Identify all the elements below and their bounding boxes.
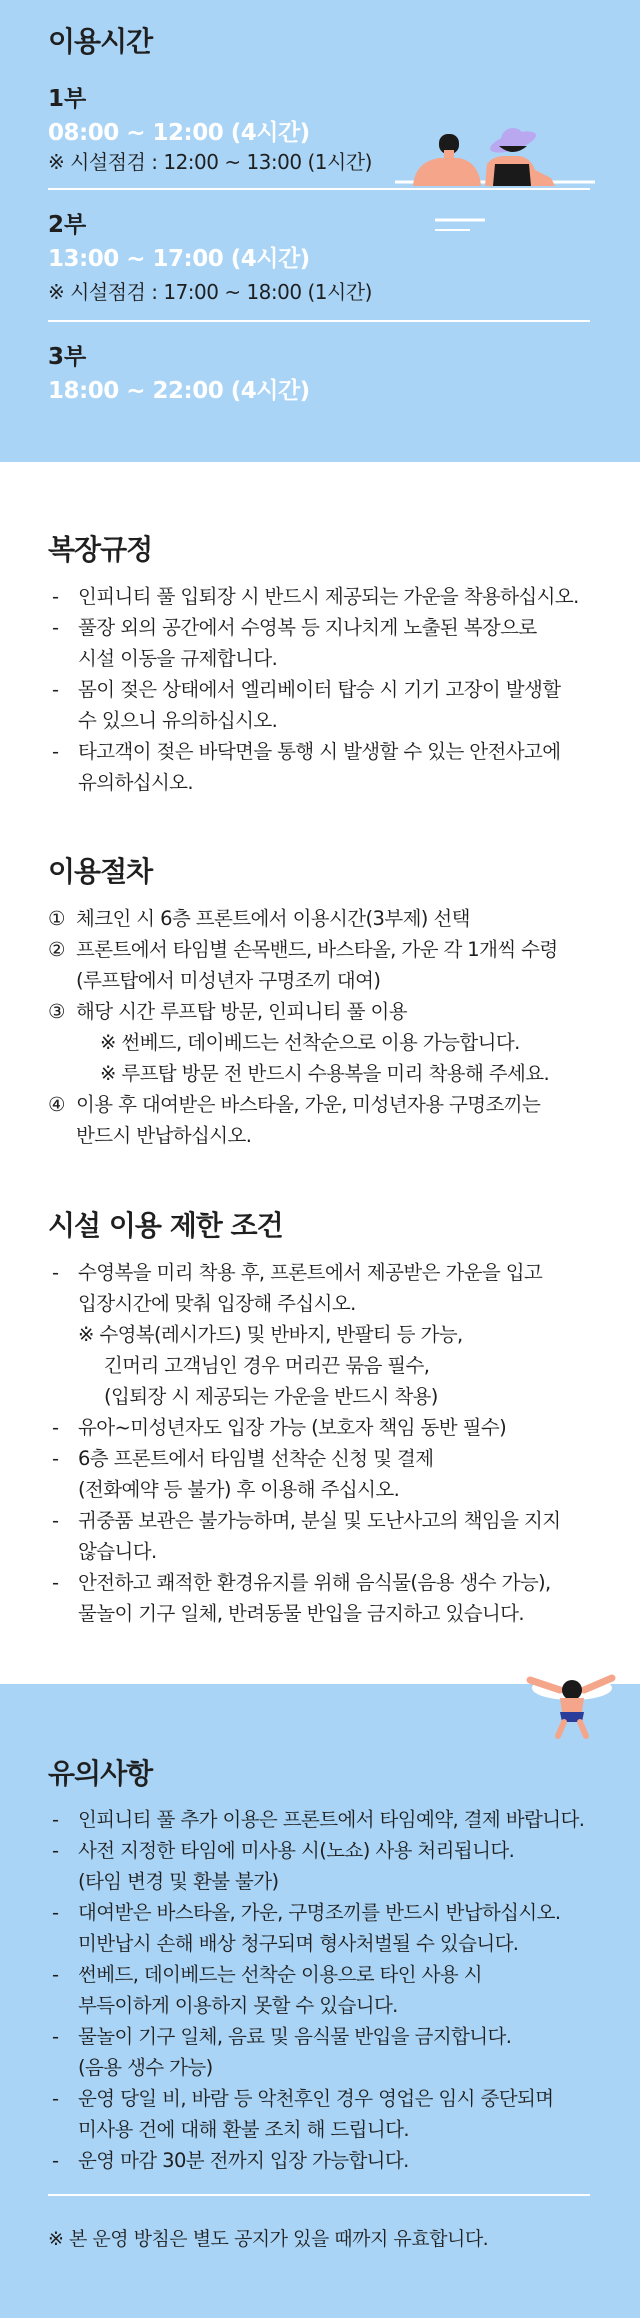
- hours-section: [0, 0, 640, 462]
- part2-note: ※ 시설점검 : 17:00 ~ 18:00 (1시간): [48, 280, 372, 304]
- policy-footnote: ※ 본 운영 방침은 별도 공지가 있을 때까지 유효합니다.: [48, 2228, 489, 2250]
- part3-label: 3부: [48, 344, 87, 370]
- procedure-title: 이용절차: [48, 855, 153, 888]
- restrict-title: 시설 이용 제한 조건: [48, 1209, 283, 1242]
- divider: [48, 2194, 590, 2196]
- list-item: ② 프론트에서 타임별 손목밴드, 바스타올, 가운 각 1개씩 수령 (루프탑에서 미성년자 구명조끼 대여): [48, 938, 558, 992]
- swimmer-illustration: [520, 1660, 620, 1740]
- swimmers-illustration: [395, 120, 595, 240]
- list-item: ③ 해당 시간 루프탑 방문, 인피니티 풀 이용 ※ 썬베드, 데이베드는 선착순으로 이용 가능합니다. ※ 루프탑 방문 전 반드시 수용복을 미리 착용해 주세요.: [48, 1000, 550, 1085]
- part1-time: 08:00 ~ 12:00 (4시간): [48, 120, 310, 146]
- hours-title: 이용시간: [48, 25, 153, 58]
- procedure-list: [48, 903, 618, 1151]
- list-item: - 운영 당일 비, 바람 등 악천후인 경우 영업은 임시 중단되며 미사용 건에 대해 환불 조치 해 드립니다.: [52, 2087, 554, 2141]
- list-item: - 풀장 외의 공간에서 수영복 등 지나치게 노출된 복장으로 시설 이동을 규제합니다.: [52, 616, 537, 670]
- list-item: - 운영 마감 30분 전까지 입장 가능합니다.: [52, 2149, 409, 2172]
- list-item: - 인피니티 풀 추가 이용은 프론트에서 타임예약, 결제 바랍니다.: [52, 1808, 585, 1831]
- list-item: - 인피니티 풀 입퇴장 시 반드시 제공되는 가운을 착용하십시오.: [52, 585, 579, 608]
- caution-title: 유의사항: [48, 1757, 153, 1790]
- list-item: ④ 이용 후 대여받은 바스타올, 가운, 미성년자용 구명조끼는 반드시 반납하십시오.: [48, 1093, 541, 1147]
- restrict-list: [48, 1257, 618, 1629]
- list-item: - 몸이 젖은 상태에서 엘리베이터 탑승 시 기기 고장이 발생할 수 있으니 유의하십시오.: [52, 678, 561, 732]
- dress-title: 복장규정: [48, 533, 153, 566]
- list-item: - 귀중품 보관은 불가능하며, 분실 및 도난사고의 책임을 지지 않습니다.: [52, 1509, 561, 1563]
- list-item: - 사전 지정한 타임에 미사용 시(노쇼) 사용 처리됩니다. (타임 변경 및 환불 불가): [52, 1839, 515, 1893]
- part1-note: ※ 시설점검 : 12:00 ~ 13:00 (1시간): [48, 150, 372, 174]
- list-item: - 대여받은 바스타올, 가운, 구명조끼를 반드시 반납하십시오. 미반납시 손해 배상 청구되며 형사처벌될 수 있습니다.: [52, 1901, 561, 1955]
- part2-time: 13:00 ~ 17:00 (4시간): [48, 246, 310, 272]
- list-item: - 6층 프론트에서 타임별 선착순 신청 및 결제 (전화예약 등 불가) 후 이용해 주십시오.: [52, 1447, 434, 1501]
- list-item: - 수영복을 미리 착용 후, 프론트에서 제공받은 가운을 입고 입장시간에 맞춰 입장해 주십시오. ※ 수영복(레시가드) 및 반바지, 반팔티 등 가능, 긴머리 고객님인 경우 머리끈 묶음 필수, (입퇴장 시 제공되는 가운을 반드시 착용): [52, 1261, 543, 1408]
- part1-label: 1부: [48, 86, 87, 112]
- part3-time: 18:00 ~ 22:00 (4시간): [48, 378, 310, 404]
- dress-list: [48, 581, 618, 798]
- list-item: ① 체크인 시 6층 프론트에서 이용시간(3부제) 선택: [48, 907, 470, 930]
- divider: [48, 320, 590, 322]
- list-item: - 썬베드, 데이베드는 선착순 이용으로 타인 사용 시 부득이하게 이용하지 못할 수 있습니다.: [52, 1963, 482, 2017]
- list-item: - 타고객이 젖은 바닥면을 통행 시 발생할 수 있는 안전사고에 유의하십시오.: [52, 740, 561, 794]
- list-item: - 유아~미성년자도 입장 가능 (보호자 책임 동반 필수): [52, 1416, 507, 1439]
- part2-label: 2부: [48, 212, 87, 238]
- caution-section: [0, 1684, 640, 2318]
- caution-list: [48, 1804, 618, 2176]
- list-item: - 안전하고 쾌적한 환경유지를 위해 음식물(음용 생수 가능), 물놀이 기구 일체, 반려동물 반입을 금지하고 있습니다.: [52, 1571, 551, 1625]
- list-item: - 물놀이 기구 일체, 음료 및 음식물 반입을 금지합니다. (음용 생수 가능): [52, 2025, 512, 2079]
